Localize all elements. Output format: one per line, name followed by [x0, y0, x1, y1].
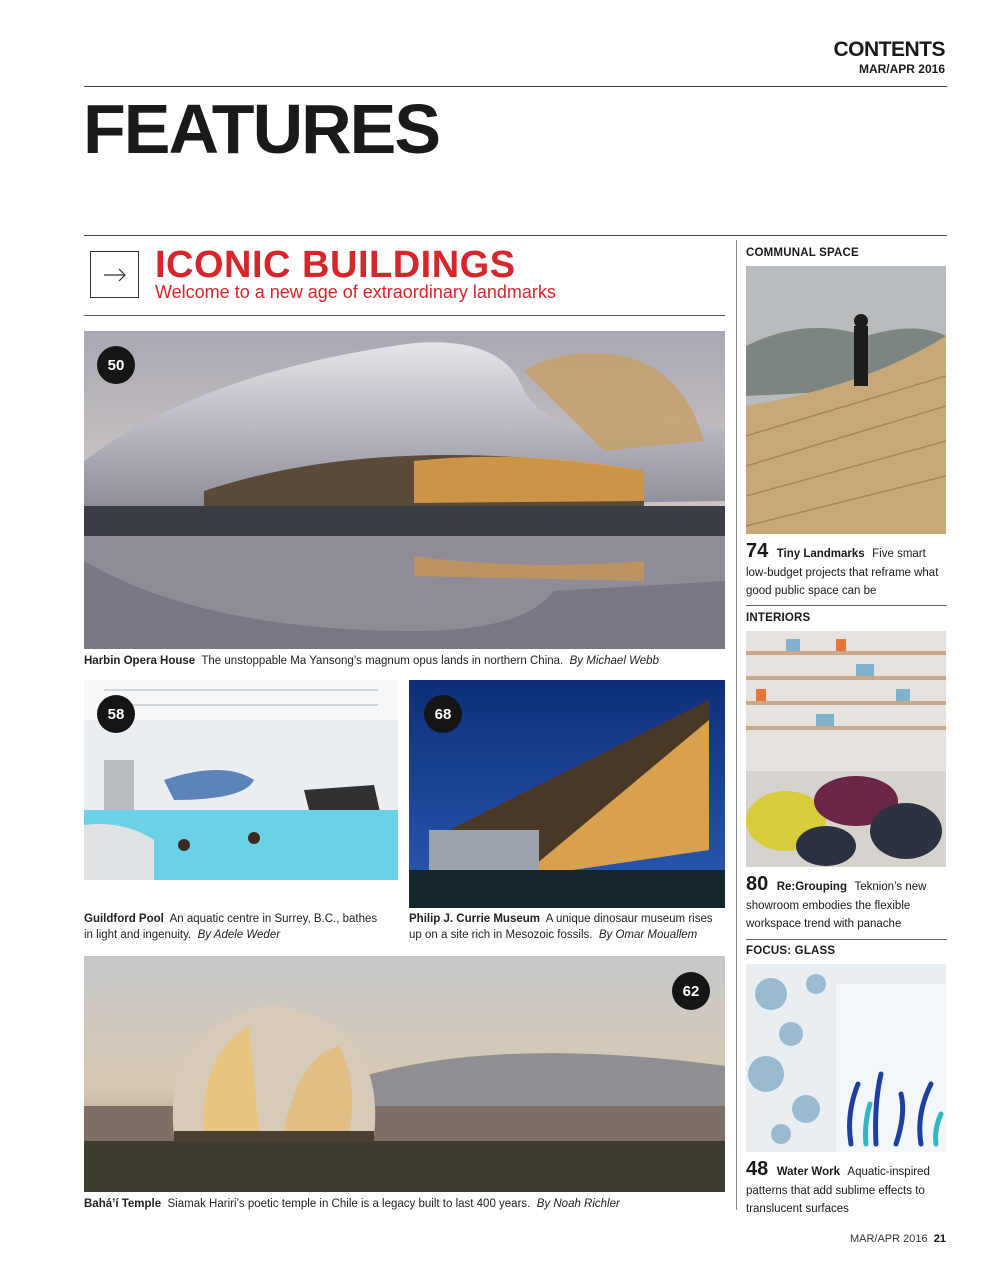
story-title: Guildford Pool [84, 913, 164, 925]
sidebar-section-label: INTERIORS [746, 612, 811, 624]
page-badge: 62 [672, 972, 710, 1010]
story-text: Siamak Hariri’s poetic temple in Chile is a legacy built to last 400 years. [167, 1198, 531, 1210]
story-byline: By Michael Webb [569, 655, 659, 667]
page-badge: 58 [97, 695, 135, 733]
divider [84, 315, 725, 316]
sidebar-title: Water Work [776, 1166, 840, 1178]
sidebar-page-number: 80 [746, 873, 769, 895]
page-folio [850, 1233, 946, 1245]
sidebar-entry [746, 1158, 946, 1217]
bahai-temple-photo[interactable] [84, 956, 725, 1192]
divider [746, 939, 947, 940]
sidebar-text: Five smart low-budget projects that reframe what good public space can be [746, 548, 939, 597]
divider [84, 86, 947, 87]
iconic-arrow-link[interactable] [90, 251, 139, 298]
story-title: Harbin Opera House [84, 655, 196, 667]
divider [746, 605, 947, 606]
tiny-landmarks-photo[interactable] [746, 266, 946, 534]
water-work-photo[interactable] [746, 964, 946, 1152]
page-badge: 68 [424, 695, 462, 733]
story-title: Bahá’í Temple [84, 1198, 162, 1210]
story-caption [409, 911, 725, 943]
page-title: FEATURES [83, 90, 440, 168]
sidebar-title: Tiny Landmarks [776, 548, 865, 560]
sidebar-page-number: 48 [746, 1158, 769, 1180]
story-byline: By Noah Richler [536, 1198, 620, 1210]
sidebar-text: Aquatic-inspired patterns that add sublime effects to translucent surfaces [746, 1166, 930, 1215]
story-title: Philip J. Currie Museum [409, 913, 540, 925]
sidebar-entry [746, 873, 946, 932]
sidebar-entry [746, 540, 946, 599]
story-text: An aquatic centre in Surrey, B.C., bathes in light and ingenuity. [84, 913, 378, 941]
iconic-subtitle: Welcome to a new age of extraordinary landmarks [155, 282, 556, 302]
story-caption [84, 1196, 725, 1212]
story-text: A unique dinosaur museum rises up on a site rich in Mesozoic fossils. [409, 913, 713, 941]
sidebar-title: Re:Grouping [776, 881, 847, 893]
sidebar-page-number: 74 [746, 540, 769, 562]
story-caption [84, 911, 384, 943]
sidebar-section-label: COMMUNAL SPACE [746, 247, 859, 259]
page-badge: 50 [97, 346, 135, 384]
folio-issue: MAR/APR 2016 [849, 1233, 928, 1245]
iconic-title: ICONIC BUILDINGS [155, 244, 516, 286]
arrow-right-icon [103, 268, 127, 282]
sidebar-text: Teknion’s new showroom embodies the flexible workspace trend with panache [746, 881, 927, 930]
folio-page-number: 21 [933, 1233, 946, 1245]
sidebar-section-label: FOCUS: GLASS [746, 945, 836, 957]
regrouping-photo[interactable] [746, 631, 946, 867]
story-text: The unstoppable Ma Yansong’s magnum opus lands in northern China. [201, 655, 564, 667]
issue-date: MAR/APR 2016 [858, 62, 945, 76]
story-byline: By Adele Weder [197, 929, 281, 941]
story-byline: By Omar Mouallem [598, 929, 698, 941]
divider [84, 235, 947, 236]
harbin-opera-house-photo[interactable] [84, 331, 725, 649]
section-label: CONTENTS [833, 38, 945, 61]
story-caption [84, 653, 725, 669]
column-divider [736, 240, 737, 1210]
